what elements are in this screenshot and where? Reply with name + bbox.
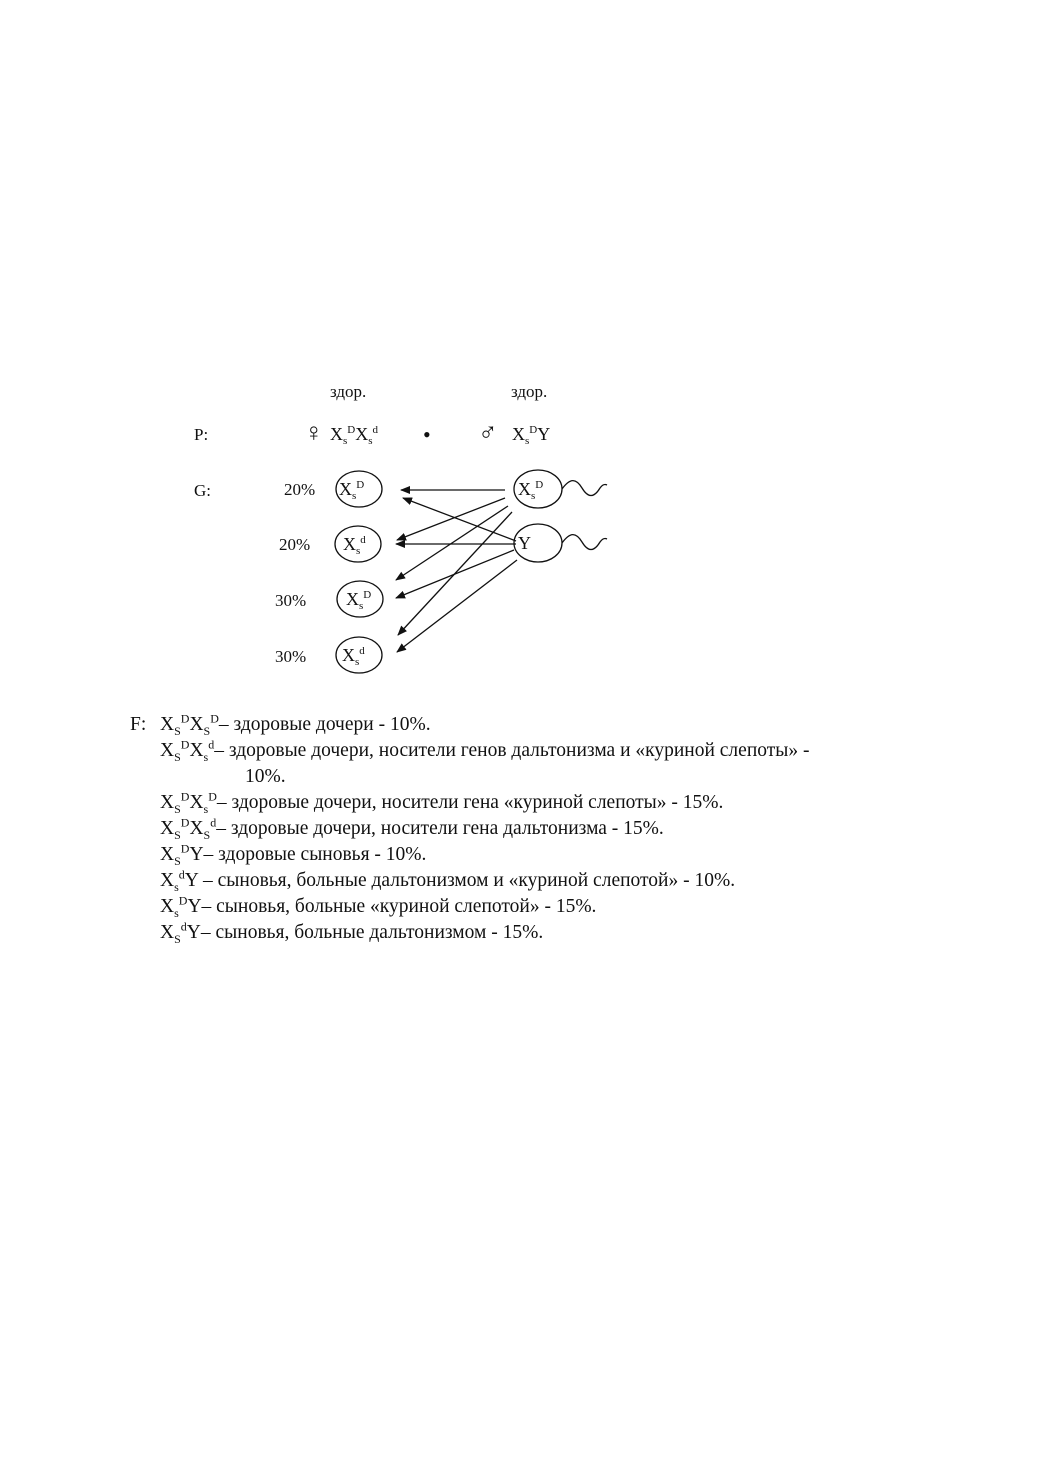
offspring-genotype: $X_s^DY$ — [160, 893, 202, 920]
female-gamete-percent: 30% — [275, 591, 307, 610]
offspring-item — [130, 790, 930, 816]
svg-text:Xsd: $X_s^d$ — [342, 645, 365, 668]
offspring-description: – здоровые дочери - 10%. — [218, 714, 431, 735]
offspring-item — [130, 842, 930, 868]
female-gamete-genotype — [343, 534, 366, 557]
offspring-item-continuation: 10%. — [245, 766, 286, 787]
offspring-description: – сыновья, больные «куриной слепотой» - 15%. — [201, 896, 597, 917]
sperm-tail — [562, 535, 607, 550]
offspring-item — [130, 738, 930, 764]
offspring-genotype: $X_S^DX_S^D$ — [160, 711, 219, 738]
svg-text:XsDY: $X_s^DY$ — [512, 424, 551, 447]
offspring-prefix: F: — [130, 714, 147, 735]
offspring-description: – здоровые сыновья - 10%. — [203, 844, 427, 865]
female-genotype — [330, 424, 379, 447]
offspring-genotype: $X_S^DY$ — [160, 841, 204, 868]
offspring-description: – здоровые дочери, носители генов дальтонизма и «куриной слепоты» - — [214, 740, 810, 761]
offspring-item — [130, 920, 930, 946]
svg-text:XsD: $X_s^D$ — [518, 479, 544, 502]
offspring-description: – здоровые дочери, носители гена «куриной слепоты» - 15%. — [216, 792, 724, 813]
fertilization-arrow — [403, 498, 516, 541]
offspring-item — [130, 894, 930, 920]
offspring-description: – здоровые дочери, носители гена дальтонизма - 15%. — [216, 818, 664, 839]
female-gamete-genotype — [346, 589, 371, 612]
gametes-label: G: — [194, 481, 211, 500]
offspring-description: – сыновья, больные дальтонизмом - 15%. — [200, 922, 544, 943]
offspring-item — [130, 816, 930, 842]
male-gamete-genotype — [518, 479, 543, 502]
offspring-item — [130, 868, 930, 894]
female-gamete-percent: 30% — [275, 647, 307, 666]
male-gamete-genotype: Y — [518, 533, 531, 553]
male-phenotype-label: здор. — [511, 382, 548, 401]
sperm-tail — [562, 481, 607, 496]
offspring-item — [130, 712, 930, 738]
svg-text:XsDXsd: $X_s^DX_s^d$ — [330, 424, 379, 447]
genetic-cross-scheme — [0, 0, 1040, 700]
offspring-genotype: $X_S^DX_S^d$ — [160, 815, 217, 842]
offspring-genotype: $X_S^DX_s^d$ — [160, 737, 215, 764]
male-symbol-icon: ♂ — [478, 418, 498, 447]
female-gamete-percent: 20% — [284, 480, 316, 499]
svg-text:XsD: $X_s^D$ — [346, 589, 372, 612]
offspring-genotype: $X_S^dY$ — [160, 919, 201, 946]
female-phenotype-label: здор. — [330, 382, 367, 401]
male-genotype — [512, 424, 550, 447]
offspring-genotype: $X_S^DX_s^D$ — [160, 789, 217, 816]
parents-label: P: — [194, 425, 209, 444]
fertilization-arrow — [396, 550, 514, 598]
svg-text:Xsd: $X_s^d$ — [343, 534, 366, 557]
female-gamete-genotype — [342, 645, 365, 668]
offspring-list — [130, 712, 930, 946]
cross-sign: • — [423, 422, 431, 447]
svg-text:XsD: $X_s^D$ — [339, 479, 365, 502]
female-gamete-percent: 20% — [279, 535, 311, 554]
offspring-genotype: $X_s^dY$ — [160, 867, 199, 894]
female-gamete-genotype — [339, 479, 364, 502]
offspring-description: – сыновья, больные дальтонизмом и «куриной слепотой» - 10%. — [198, 870, 736, 891]
female-symbol-icon: ♀ — [304, 418, 324, 447]
